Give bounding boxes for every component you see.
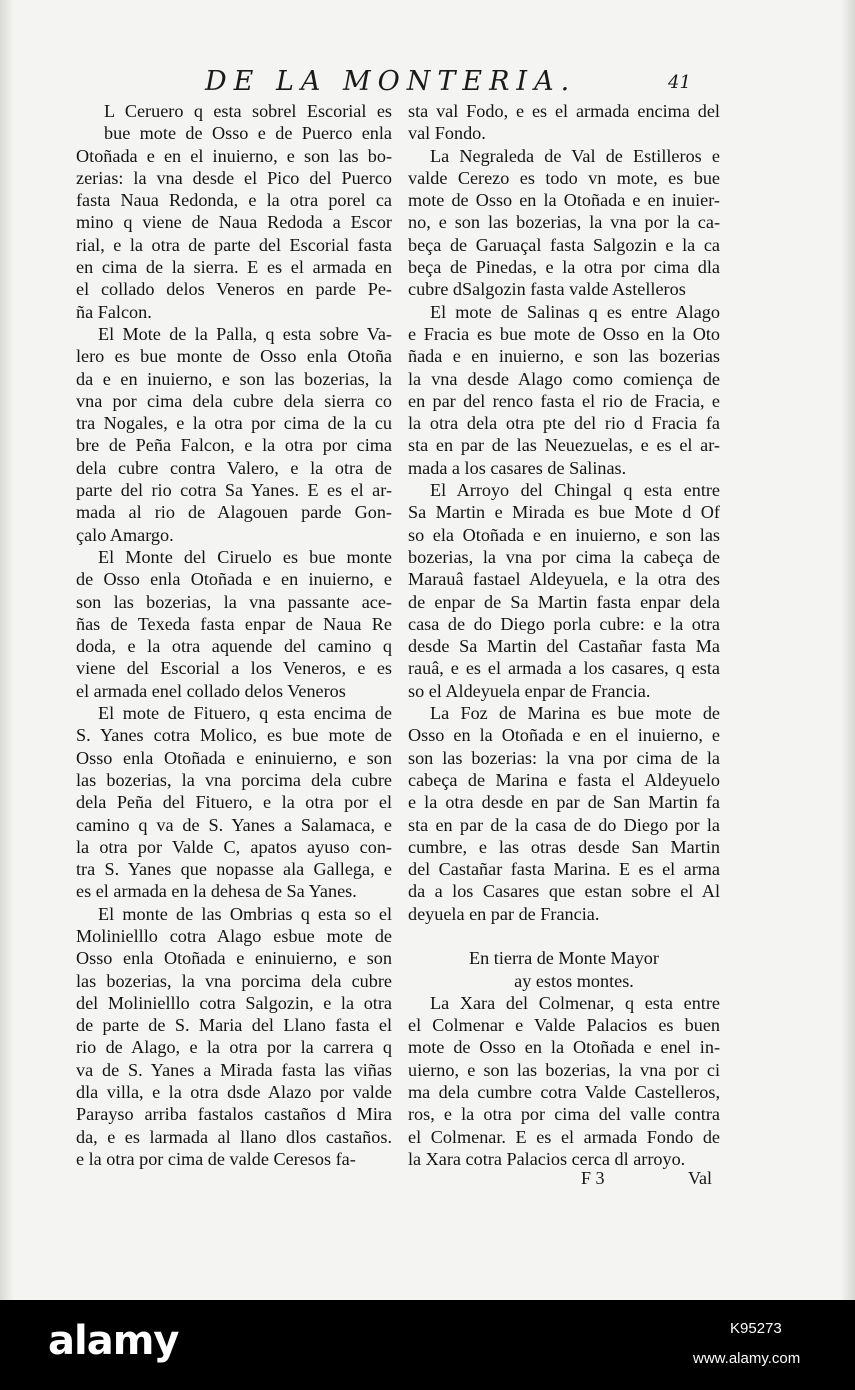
text-line: El mote de Salinas q es entre Alago bbox=[430, 301, 720, 322]
text-line: ñada e en inuierno, e son las bozerias bbox=[408, 346, 720, 367]
text-line: so el Aldeyuela enpar de Francia. bbox=[408, 680, 651, 701]
text-line: en cima de la sierra. E es el armada en bbox=[76, 257, 392, 278]
text-line: Sa Martin e Mirada es bue Mote d Of bbox=[408, 502, 720, 523]
text-line: de enpar de Sa Martin fasta enpar dela bbox=[408, 591, 720, 612]
page-edge-left bbox=[0, 0, 14, 1300]
text-line: dela cubre contra Valero, e la otra de bbox=[76, 457, 392, 478]
text-line: da, e es larmada al llano dlos castaños. bbox=[76, 1126, 392, 1147]
text-line: Osso enla Otoñada e eninuierno, e son bbox=[76, 747, 392, 768]
page-number: 41 bbox=[668, 72, 691, 93]
text-line: va de S. Yanes a Mirada fasta las viñas bbox=[76, 1059, 392, 1080]
text-line: las bozerias, la vna porcima dela cubre bbox=[76, 970, 392, 991]
text-line: del Molinielllo cotra Salgozin, e la otra bbox=[76, 992, 392, 1013]
text-line: deyuela en par de Francia. bbox=[408, 903, 600, 924]
text-line: sta val Fodo, e es el armada encima del bbox=[408, 101, 720, 121]
text-line: El mote de Fituero, q esta encima de bbox=[98, 703, 392, 724]
text-line: cabeça de Marina e fasta el Aldeyuelo bbox=[408, 769, 720, 790]
text-line: val Fondo. bbox=[408, 123, 486, 144]
text-line: tra Nogales, e la otra por cima de la cu bbox=[76, 413, 392, 434]
watermark-url: www.alamy.com bbox=[693, 1350, 801, 1367]
catchword: Val bbox=[688, 1168, 712, 1188]
text-line: L Ceruero q esta sobrel Escorial es bbox=[104, 101, 392, 121]
text-line: la otra dela otra pte del rio d Fracia fa bbox=[408, 413, 720, 434]
text-line: zerias: la vna desde el Pico del Puerco bbox=[76, 167, 392, 188]
text-line: Osso enla Otoñada e eninuierno, e son bbox=[76, 948, 392, 969]
text-line: bozerias, la vna por cima la cabeça de bbox=[408, 546, 720, 567]
signature-mark: F 3 bbox=[581, 1168, 605, 1188]
section-heading-sub: ay estos montes. bbox=[514, 970, 634, 991]
text-line: dla villa, e la otra dsde Alazo por valde bbox=[76, 1082, 392, 1103]
right-column bbox=[408, 100, 720, 1170]
text-line: sta en par de la casa de do Diego por la bbox=[408, 814, 720, 835]
text-line: son las bozerias: la vna por cima de la bbox=[408, 747, 720, 768]
text-line: Osso en la Otoñada e en el inuierno, e bbox=[408, 725, 720, 746]
text-line: çalo Amargo. bbox=[76, 524, 174, 545]
text-line: camino q va de S. Yanes a Salamaca, e bbox=[76, 814, 392, 835]
text-line: la Xara cotra Palacios cerca dl arroyo. bbox=[408, 1148, 686, 1169]
text-line: bue mote de Osso e de Puerco enla bbox=[104, 123, 392, 144]
text-line: las bozerias, la vna porcima dela cubre bbox=[76, 769, 392, 790]
text-line: la otra por Valde C, apatos ayuso con- bbox=[76, 836, 392, 857]
left-column bbox=[76, 100, 392, 1170]
text-line: ros, e la otra por cima del valle contra bbox=[408, 1104, 720, 1125]
text-line: son las bozerias, la vna passante ace- bbox=[76, 591, 392, 612]
text-line: mino q viene de Naua Redoda a Escor bbox=[76, 212, 392, 233]
text-line: mada a los casares de Salinas. bbox=[408, 457, 627, 478]
text-line: e la otra por cima de valde Ceresos fa- bbox=[76, 1148, 356, 1169]
text-line: rial, e la otra de parte del Escorial fasta bbox=[76, 234, 392, 255]
text-line: e Fracia es bue mote de Osso en la Oto bbox=[408, 323, 720, 344]
text-line: La Negraleda de Val de Estilleros e bbox=[430, 145, 720, 166]
text-line: parte del rio cotra Sa Yanes. E es el ar- bbox=[76, 480, 392, 501]
text-line: es el armada en la dehesa de Sa Yanes. bbox=[76, 881, 357, 902]
watermark-logo: alamy bbox=[48, 1318, 179, 1364]
text-line: en par del renco fasta el rio de Fracia, e bbox=[408, 390, 720, 411]
page-edge-right bbox=[841, 0, 855, 1300]
right-column-top bbox=[408, 100, 720, 925]
text-line: El Arroyo del Chingal q esta entre bbox=[430, 480, 720, 501]
text-line: ma dela cumbre cotra Valde Castelleros, bbox=[408, 1082, 720, 1103]
text-line: rauâ, e es el armada a los casares, q esta bbox=[408, 658, 720, 679]
text-line: ña Falcon. bbox=[76, 301, 152, 322]
text-line: El Monte del Ciruelo es bue monte bbox=[98, 546, 392, 567]
text-line: del Castañar fasta Marina. E es el arma bbox=[408, 859, 720, 880]
text-line: el collado delos Veneros en parde Pe- bbox=[76, 279, 392, 300]
text-line: la vna desde Alago como comiença de bbox=[408, 368, 720, 389]
text-line: de Osso enla Otoñada e en inuierno, e bbox=[76, 569, 392, 590]
text-line: lero es bue monte de Osso enla Otoña bbox=[76, 346, 392, 367]
text-line: beça de Garuaçal fasta Salgozin e la ca bbox=[408, 234, 720, 255]
text-line: La Foz de Marina es bue mote de bbox=[430, 703, 720, 724]
text-line: so ela Otoñada e en inuierno, e son las bbox=[408, 524, 720, 545]
text-line: el armada enel collado delos Veneros bbox=[76, 680, 346, 701]
watermark-image-id: K95273 bbox=[730, 1320, 782, 1337]
text-line: dela Peña del Fituero, e la otra por el bbox=[76, 792, 392, 813]
text-line: fasta Naua Redonda, e la otra porel ca bbox=[76, 190, 392, 211]
text-line: El Mote de la Palla, q esta sobre Va- bbox=[98, 323, 392, 344]
text-line: uierno, e son las bozerias, la vna por ci bbox=[408, 1059, 720, 1080]
text-line: da a los Casares que estan sobre el Al bbox=[408, 881, 720, 902]
text-line: ñas de Texeda fasta enpar de Naua Re bbox=[76, 613, 392, 634]
text-line: tra S. Yanes que nopasse ala Gallega, e bbox=[76, 859, 392, 880]
text-line: doda, e la otra aquende del camino q bbox=[76, 636, 392, 657]
text-line: viene del Escorial a los Veneros, e es bbox=[76, 658, 392, 679]
text-line: de parte de S. Maria del Llano fasta el bbox=[76, 1015, 392, 1036]
text-line: desde Sa Martin del Castañar fasta Ma bbox=[408, 636, 720, 657]
text-line: Otoñada e en el inuierno, e son las bo- bbox=[76, 145, 392, 166]
text-line: rio de Alago, e la otra por la carrera q bbox=[76, 1037, 392, 1058]
text-line: Molinielllo cotra Alago esbue mote de bbox=[76, 925, 392, 946]
right-column-bottom bbox=[408, 992, 720, 1170]
running-head: DE LA MONTERIA. bbox=[205, 66, 577, 97]
text-line: vna por cima dela cubre dela sierra co bbox=[76, 390, 392, 411]
text-line: Marauâ fastael Aldeyuela, e la otra des bbox=[408, 569, 720, 590]
text-line: S. Yanes cotra Molico, es bue mote de bbox=[76, 725, 392, 746]
text-line: sta en par de las Neuezuelas, e es el ar- bbox=[408, 435, 720, 456]
text-line: valde Cerezo es todo vn mote, es bue bbox=[408, 167, 720, 188]
text-line: e la otra desde en par de San Martin fa bbox=[408, 792, 720, 813]
text-line: casa de do Diego porla cubre: e la otra bbox=[408, 613, 720, 634]
text-line: mote de Osso en la Otoñada e enel in- bbox=[408, 1037, 720, 1058]
text-line: el Colmenar e Valde Palacios es buen bbox=[408, 1015, 720, 1036]
text-line: cubre dSalgozin fasta valde Astelleros bbox=[408, 279, 686, 300]
text-line: da e en inuierno, e son las bozerias, la bbox=[76, 368, 392, 389]
text-line: Parayso arriba fastalos castaños d Mira bbox=[76, 1104, 392, 1125]
text-line: La Xara del Colmenar, q esta entre bbox=[430, 992, 720, 1013]
section-heading: En tierra de Monte Mayor bbox=[469, 948, 659, 969]
text-line: no, e son las bozerias, la vna por la ca- bbox=[408, 212, 720, 233]
text-line: bre de Peña Falcon, e la otra por cima bbox=[76, 435, 392, 456]
text-line: beça de Pinedas, e la otra por cima dla bbox=[408, 257, 720, 278]
text-line: cumbre, e las otras desde San Martin bbox=[408, 836, 720, 857]
spacer bbox=[408, 925, 720, 947]
text-line: mote de Osso en la Otoñada e en inuier- bbox=[408, 190, 720, 211]
text-line: mada al rio de Alagouen parde Gon- bbox=[76, 502, 392, 523]
text-line: El monte de las Ombrias q esta so el bbox=[98, 903, 392, 924]
text-line: el Colmenar. E es el armada Fondo de bbox=[408, 1126, 720, 1147]
